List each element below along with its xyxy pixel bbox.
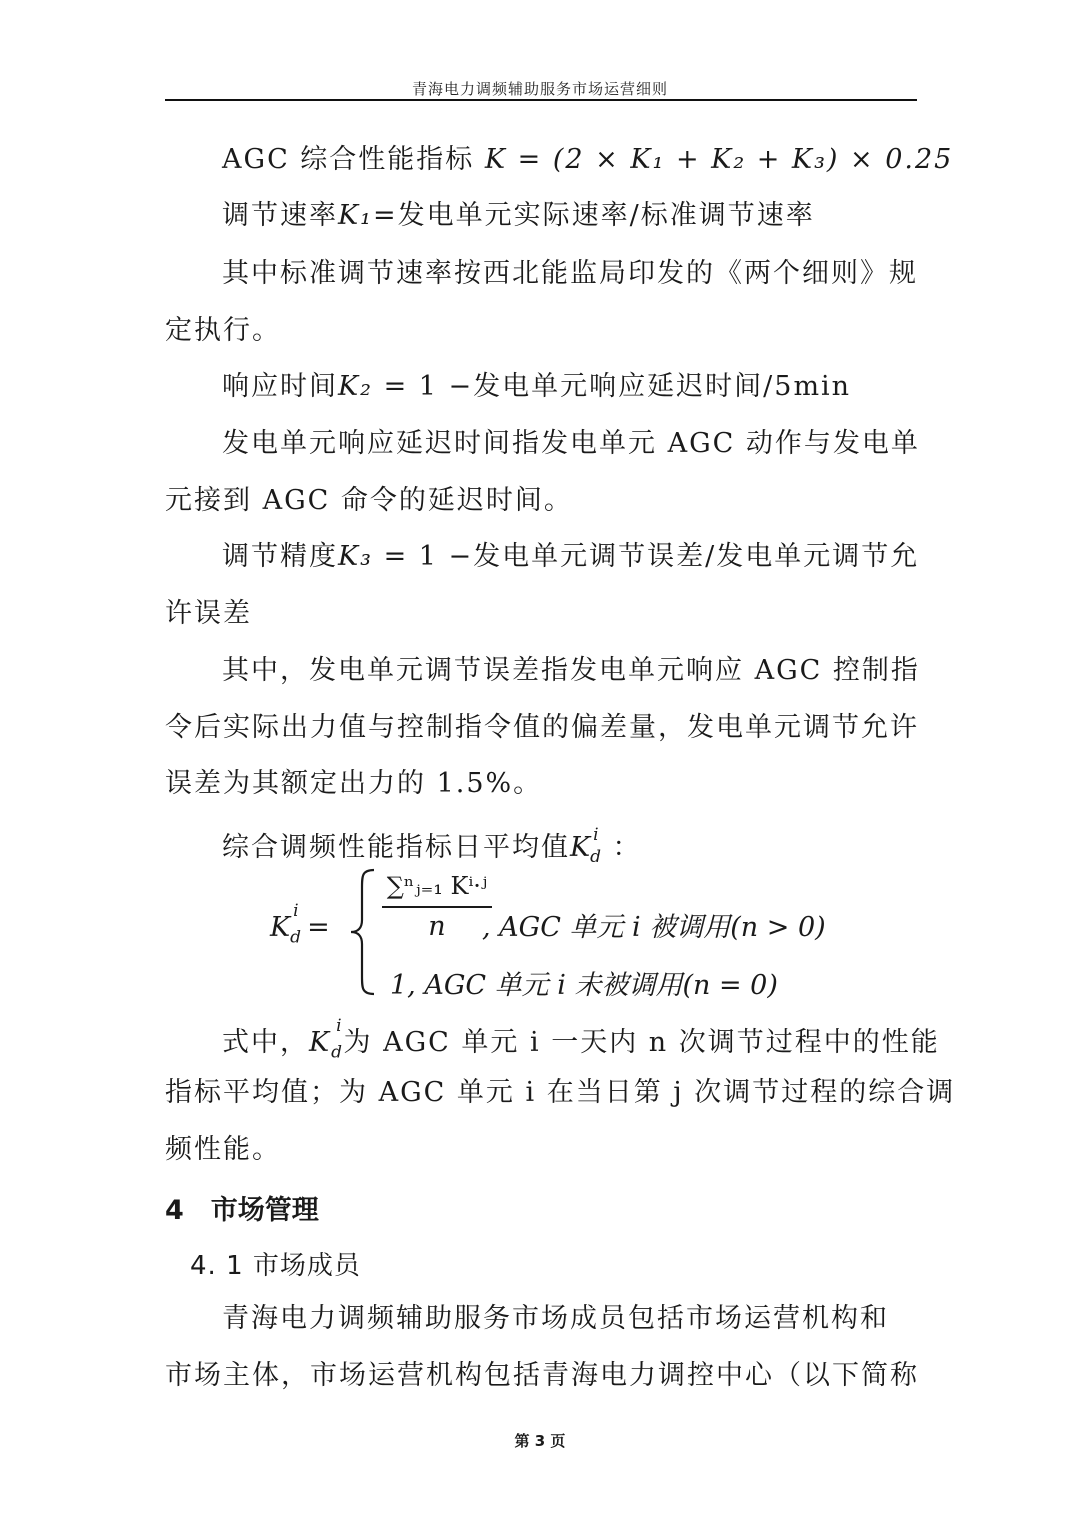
document-header: 青海电力调频辅助服务市场运营细则	[411, 80, 668, 98]
page-number: 第 3 页	[514, 1432, 566, 1450]
paragraph-line: 指标平均值；为 AGC 单元 i 在当日第 j 次调节过程的综合调	[165, 1077, 956, 1108]
equation-lhs: $K_d^i$ =	[270, 901, 330, 948]
equation-case-not-called: 1, AGC 单元 i 未被调用(n = 0)	[390, 970, 778, 1001]
left-brace-icon	[348, 868, 378, 996]
formula-k3-definition: = 1 −发电单元调节误差/发电单元调节允	[373, 541, 920, 572]
daily-average-symbol: K	[570, 832, 593, 863]
formula-k-expression: K = (2 × K₁ + K₂ + K₃) × 0.25	[484, 144, 954, 175]
formula-k1-definition: =发电单元实际速率/标准调节速率	[373, 200, 815, 231]
paragraph-daily-average: 综合调频性能指标日平均值$K_d^i$ ：	[222, 825, 642, 868]
daily-average-colon: ：	[612, 832, 642, 863]
equation-fraction	[382, 868, 492, 944]
where-symbol: $K_d^i$	[309, 1016, 345, 1063]
paragraph-line: 元接到 AGC 命令的延迟时间。	[165, 485, 573, 516]
equation-case-called: , AGC 单元 i 被调用(n > 0)	[482, 912, 826, 943]
paragraph-where	[222, 1016, 940, 1072]
paragraph-line: 发电单元响应延迟时间指发电单元 AGC 动作与发电单	[222, 428, 920, 459]
paragraph-line: 其中标准调节速率按西北能监局印发的《两个细则》规	[222, 258, 918, 289]
paragraph-line: 误差为其额定出力的 1.5%。	[165, 768, 543, 799]
formula-k-label: AGC 综合性能指标	[222, 144, 475, 175]
formula-k1	[222, 196, 815, 236]
paragraph-line: 令后实际出力值与控制指令值的偏差量，发电单元调节允许	[165, 712, 919, 743]
paragraph-line: 市场主体，市场运营机构包括青海电力调控中心（以下简称	[165, 1360, 919, 1391]
formula-k3	[222, 537, 919, 577]
formula-k2-symbol: K₂	[338, 371, 373, 402]
where-definition: 为 AGC 单元 i 一天内 n 次调节过程中的性能	[343, 1027, 940, 1058]
paragraph-line: 定执行。	[165, 315, 281, 346]
formula-k3-symbol: K₃	[338, 541, 373, 572]
section-heading-4: 4 市场管理	[165, 1195, 319, 1226]
header-rule	[165, 99, 917, 101]
section-heading-4-1: 4. 1 市场成员	[190, 1251, 361, 1281]
fraction-denominator: n	[428, 911, 446, 942]
formula-k1-symbol: K₁	[338, 200, 373, 231]
formula-k	[222, 140, 953, 180]
formula-k2-definition: = 1 −发电单元响应延迟时间/5min	[373, 371, 852, 402]
piecewise-equation	[270, 868, 830, 1001]
paragraph-line: 频性能。	[165, 1134, 281, 1165]
daily-average-label: 综合调频性能指标日平均值	[222, 832, 570, 863]
fraction-bar	[382, 906, 492, 908]
formula-k1-label: 调节速率	[222, 200, 338, 231]
formula-k2	[222, 367, 851, 407]
paragraph-line: 青海电力调频辅助服务市场成员包括市场运营机构和	[222, 1303, 889, 1334]
paragraph-line: 许误差	[165, 598, 252, 629]
paragraph-line: 其中，发电单元调节误差指发电单元响应 AGC 控制指	[222, 655, 920, 686]
formula-k3-label: 调节精度	[222, 541, 338, 572]
formula-k2-label: 响应时间	[222, 371, 338, 402]
where-prefix: 式中，	[222, 1027, 309, 1058]
fraction-numerator: ∑ⁿⱼ₌₁ Kⁱ·ʲ	[386, 872, 488, 900]
